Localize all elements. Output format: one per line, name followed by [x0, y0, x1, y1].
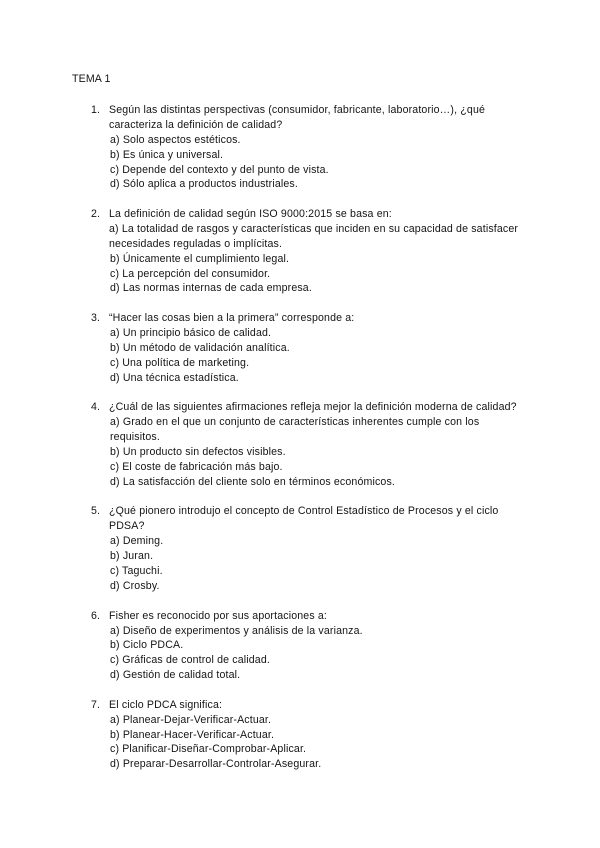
option-d: d) Sólo aplica a productos industriales.	[110, 178, 298, 191]
option-c: c) Taguchi.	[110, 564, 163, 577]
option-list	[0, 133, 600, 192]
option-list	[0, 534, 600, 593]
option-a: a) Diseño de experimentos y análisis de la varianza.	[110, 624, 363, 637]
option-a: a) Un principio básico de calidad.	[110, 327, 272, 340]
option-b: b) Un método de validación analítica.	[110, 341, 290, 354]
option-d: d) La satisfacción del cliente solo en términos económicos.	[110, 475, 396, 488]
question-text: “Hacer las cosas bien a la primera” corresponde a:	[109, 312, 355, 325]
option-a: a) La totalidad de rasgos y características que inciden en su capacidad de satisfacer necesidades reguladas o implícitas.	[109, 223, 519, 250]
option-list	[0, 222, 600, 296]
option-b: b) Ciclo PDCA.	[110, 639, 184, 652]
question-text: ¿Qué pionero introdujo el concepto de Control Estadístico de Procesos y el ciclo PDSA?	[109, 505, 499, 533]
document-title: TEMA 1	[72, 73, 111, 85]
option-c: c) El coste de fabricación más bajo.	[110, 460, 283, 473]
option-b: b) Únicamente el cumplimiento legal.	[110, 252, 290, 265]
option-a: a) Planear-Dejar-Verificar-Actuar.	[110, 713, 272, 726]
option-d: d) Una técnica estadística.	[110, 371, 239, 384]
question-text: Según las distintas perspectivas (consumidor, fabricante, laboratorio…), ¿qué caracteriza la definición de calidad?	[109, 104, 486, 131]
question-text: El ciclo PDCA significa:	[109, 698, 223, 711]
option-d: d) Crosby.	[110, 579, 160, 592]
option-c: c) Planificar-Diseñar-Comprobar-Aplicar.	[110, 743, 307, 756]
question-4	[0, 400, 600, 489]
question-number: 1.	[91, 104, 101, 116]
option-c: c) La percepción del consumidor.	[110, 267, 271, 280]
option-list	[0, 713, 600, 772]
option-a: a) Deming.	[110, 535, 164, 548]
question-2	[0, 207, 600, 296]
question-7	[0, 698, 600, 772]
question-number: 3.	[91, 312, 101, 325]
option-b: b) Juran.	[110, 550, 154, 563]
option-c: c) Gráficas de control de calidad.	[110, 654, 270, 667]
option-a: a) Solo aspectos estéticos.	[110, 134, 241, 146]
option-b: b) Un producto sin defectos visibles.	[110, 445, 286, 458]
question-text: Fisher es reconocido por sus aportaciones a:	[109, 609, 327, 622]
option-c: c) Una política de marketing.	[110, 356, 250, 369]
option-d: d) Gestión de calidad total.	[110, 668, 241, 681]
option-c: c) Depende del contexto y del punto de vista.	[110, 163, 329, 176]
question-5	[0, 504, 600, 593]
option-b: b) Es única y universal.	[110, 148, 224, 161]
option-list	[0, 624, 600, 683]
question-number: 2.	[91, 208, 101, 221]
question-1	[0, 103, 600, 192]
option-a: a) Grado en el que un conjunto de características inherentes cumple con los requisitos.	[110, 416, 480, 444]
question-number: 7.	[91, 698, 101, 711]
question-6	[0, 609, 600, 683]
option-d: d) Las normas internas de cada empresa.	[110, 282, 312, 295]
question-text: La definición de calidad según ISO 9000:2015 se basa en:	[109, 208, 392, 221]
question-number: 5.	[91, 505, 101, 518]
question-3	[0, 311, 600, 385]
option-list	[0, 326, 600, 385]
question-text: ¿Cuál de las siguientes afirmaciones refleja mejor la definición moderna de calidad?	[109, 401, 517, 414]
question-number: 4.	[91, 401, 101, 414]
question-number: 6.	[91, 609, 101, 622]
option-d: d) Preparar-Desarrollar-Controlar-Asegurar.	[110, 758, 322, 771]
option-b: b) Planear-Hacer-Verificar-Actuar.	[110, 728, 275, 741]
question-list	[0, 103, 600, 787]
option-list	[0, 415, 600, 489]
